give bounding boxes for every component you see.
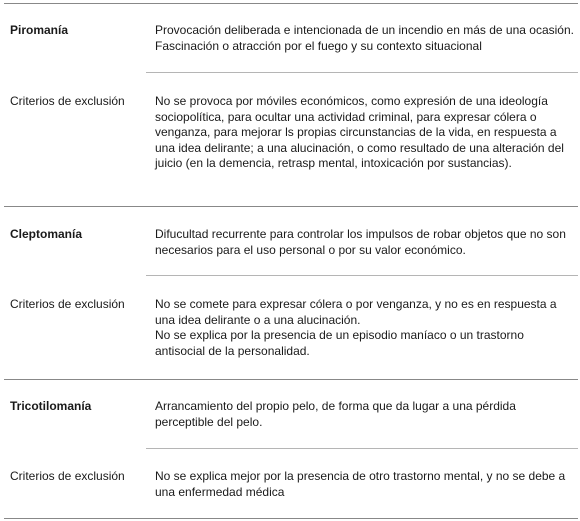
section-divider bbox=[4, 3, 578, 4]
definition-piromania: Provocación deliberada e intencionada de un incendio en más de una ocasión. Fascinación o atracción por el fuego y su contexto situacional bbox=[155, 23, 574, 53]
section-title-piromania: Piromanía bbox=[10, 23, 69, 37]
exclusion-text-cleptomania: No se comete para expresar cólera o por venganza, y no es en respuesta a una idea delirante o a una alucinación. No se explica por la presencia de un episodio maníaco o un trastorno antisocial de la personalidad. bbox=[155, 297, 557, 358]
section-title-cleptomania: Cleptomanía bbox=[10, 227, 83, 241]
section-divider bbox=[4, 379, 578, 380]
table-bottom-border bbox=[4, 518, 578, 519]
definition-cleptomania: Difucultad recurrente para controlar los impulsos de robar objetos que no son necesarios para el uso personal o por su valor económico. bbox=[155, 227, 566, 257]
section-divider bbox=[4, 206, 578, 207]
row-divider bbox=[146, 448, 578, 449]
definition-tricotilomania: Arrancamiento del propio pelo, de forma que da lugar a una pérdida perceptible del pelo. bbox=[155, 399, 516, 429]
exclusion-label-tricotilomania: Criterios de exclusión bbox=[10, 469, 125, 483]
exclusion-text-piromania: No se provoca por móviles económicos, como expresión de una ideología sociopolítica, para ocultar una actividad criminal, para expresar cólera o venganza, para mejorar ls propias circunstancias de la vida, en respuesta a una idea delirante; a una alucinación, o como resultado de una alteración del juicio (en la demencia, retrasp mental, intoxicación por sustancias). bbox=[155, 94, 564, 170]
exclusion-label-cleptomania: Criterios de exclusión bbox=[10, 297, 125, 311]
row-divider bbox=[146, 72, 578, 73]
exclusion-label-piromania: Criterios de exclusión bbox=[10, 94, 125, 108]
exclusion-text-tricotilomania: No se explica mejor por la presencia de otro trastorno mental, y no se debe a una enfermedad médica bbox=[155, 469, 566, 499]
row-divider bbox=[146, 275, 578, 276]
section-title-tricotilomania: Tricotilomanía bbox=[10, 399, 92, 413]
